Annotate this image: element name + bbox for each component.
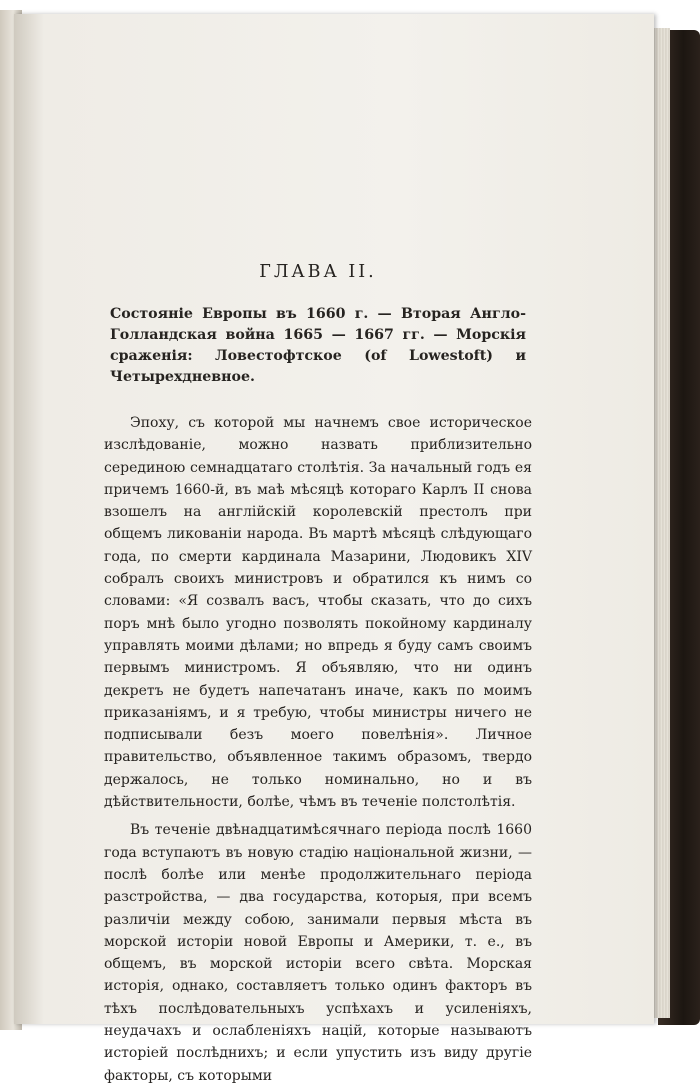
paragraph: Въ теченiе двѣнадцатимѣсячнаго перiода послѣ 1660 года вступаютъ въ новую стадiю нацiональной жизни, — послѣ болѣе или менѣе продолжительнаго перiода разстройства, — два государства, которыя, при всемъ различiи между собою, занимали первыя мѣста въ морской исторiи новой Европы и Америки, т. е., въ общемъ, въ морской исторiи всего свѣта. Морская исторiя, однако, составляетъ только одинъ факторъ въ тѣхъ послѣдовательныхъ успѣхахъ и усиленiяхъ, неудачахъ и ослабленiяхъ нацiй, которые называютъ исторiей послѣднихъ; и если упустить изъ виду другiе факторы, съ которыми [104,822,532,1084]
page-stack-edge [654,28,670,1018]
chapter-summary: Состоянiе Европы въ 1660 г. — Вторая Англо-Голландская война 1665 — 1667 гг. — Морскiя сраженiя: Ловестофтское (of Lowestoft) и Четырехдневное. [110,306,526,385]
paragraph: Эпоху, съ которой мы начнемъ свое историческое изслѣдованiе, можно назвать приблизительно серединою семнадцатаго столѣтiя. За начальный годъ ея причемъ 1660-й, въ маѣ мѣсяцѣ котораго Карлъ II снова взошелъ на англiйскiй королевскiй престолъ при общемъ ликованiи народа. Въ мартѣ мѣсяцѣ слѣдующаго года, по смерти кардинала Мазарини, Людовикъ XIV собралъ своихъ министровъ и обратился къ нимъ со словами: «Я созвалъ васъ, чтобы сказать, что до сихъ поръ мнѣ было угодно позволять покойному кардиналу управлять моими дѣлами; но впредь я буду самъ своимъ первымъ министромъ. Я объявляю, что ни одинъ декретъ не будетъ напечатанъ иначе, какъ по моимъ приказанiямъ, и я требую, чтобы министры ничего не подписывали безъ моего повелѣнiя». Личное правительство, объявленное такимъ образомъ, твердо держалось, не только номинально, но и въ дѣйствительности, болѣе, чѣмъ въ теченiе полстолѣтiя. [104,415,532,811]
chapter-heading: ГЛАВА II. [259,262,377,282]
page-content [104,262,532,1087]
